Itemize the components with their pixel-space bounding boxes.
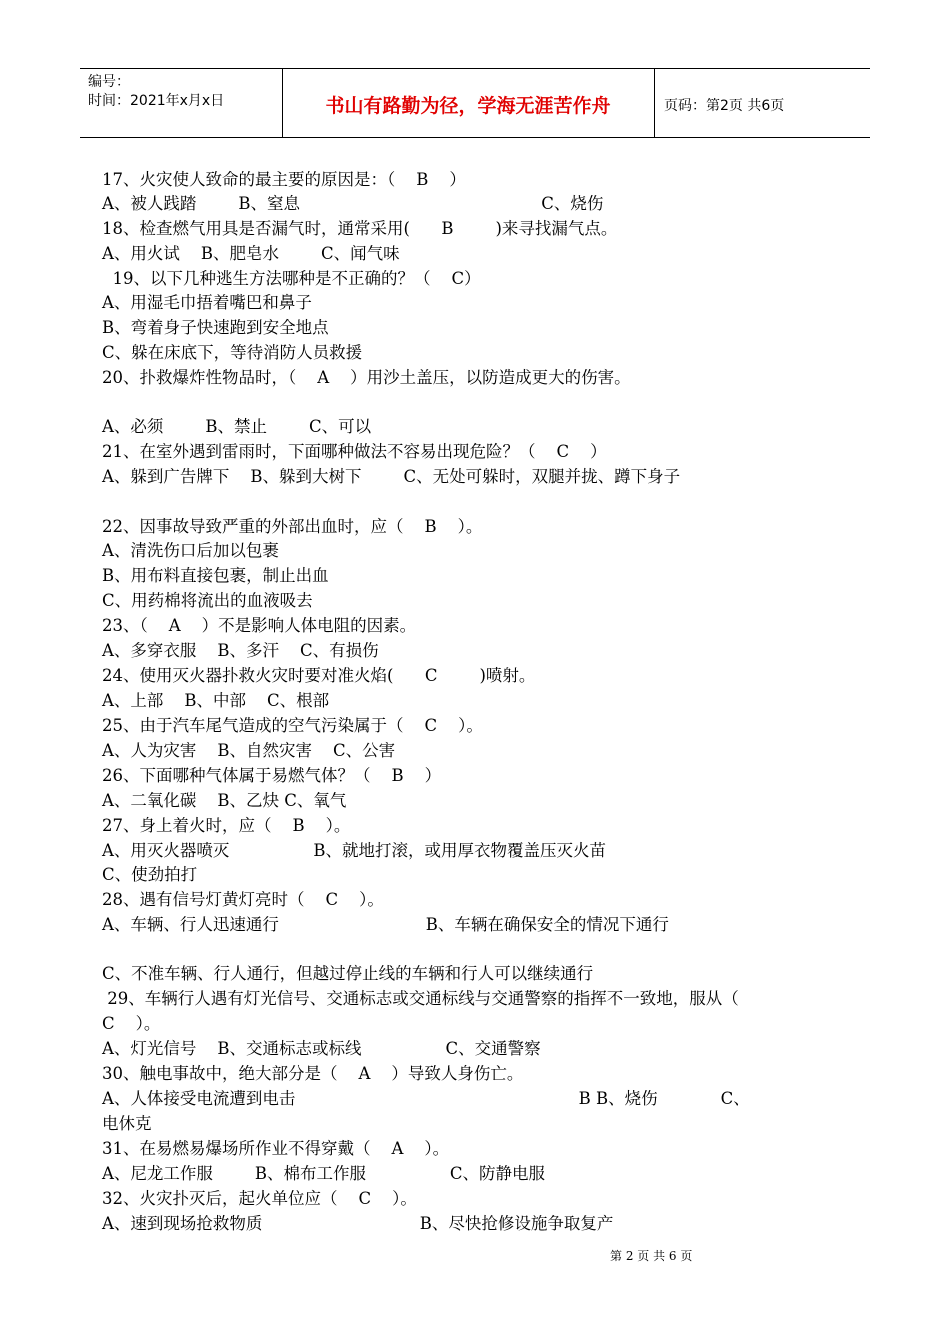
text-line: A、二氧化碳 B、乙炔 C、氧气: [102, 791, 347, 810]
text-line: 29、车辆行人遇有灯光信号、交通标志或交通标线与交通警察的指挥不一致地，服从（: [102, 989, 739, 1008]
text-line: A、速到现场抢救物质 B、尽快抢修设施争取复产: [102, 1214, 614, 1233]
text-line: A、躲到广告牌下 B、躲到大树下 C、无处可躲时，双腿并拢、蹲下身子: [102, 467, 681, 486]
text-line: 17、火灾使人致命的最主要的原因是：（ B ）: [102, 170, 466, 189]
text-line: 30、触电事故中，绝大部分是（ A ）导致人身伤亡。: [102, 1064, 524, 1083]
date-label: 时间：2021年x月x日: [88, 93, 225, 109]
text-line: A、清洗伤口后加以包裹: [102, 541, 279, 560]
text-line: C、用药棉将流出的血液吸去: [102, 591, 313, 610]
text-line: A、人为灾害 B、自然灾害 C、公害: [102, 741, 396, 760]
text-line: A、人体接受电流遭到电击 B B、烧伤 C、: [102, 1089, 750, 1108]
text-line: A、用灭火器喷灭 B、就地打滚，或用厚衣物覆盖压灭火苗: [102, 841, 606, 860]
page-header: [80, 68, 870, 138]
text-line: 26、下面哪种气体属于易燃气体？（ B ）: [102, 766, 442, 785]
text-line: A、尼龙工作服 B、棉布工作服 C、防静电服: [102, 1164, 546, 1183]
text-line: B、弯着身子快速跑到安全地点: [102, 318, 329, 337]
text-line: A、被人践踏 B、窒息 C、烧伤: [102, 194, 604, 213]
text-line: 19、以下几种逃生方法哪种是不正确的？（ C）: [102, 269, 481, 288]
header-motto: 书山有路勤为径，学海无涯苦作舟: [325, 95, 611, 117]
text-line: A、必须 B、禁止 C、可以: [102, 417, 372, 436]
text-line: A、用湿毛巾捂着嘴巴和鼻子: [102, 293, 312, 312]
text-line: 21、在室外遇到雷雨时，下面哪种做法不容易出现危险？（ C ）: [102, 442, 607, 461]
header-page-info: 页码：第2页 共6页: [664, 98, 785, 114]
page-footer: 第 2 页 共 6 页: [610, 1249, 693, 1263]
text-line: 电休克: [102, 1114, 152, 1133]
text-line: 25、由于汽车尾气造成的空气污染属于（ C ）。: [102, 716, 483, 735]
text-line: 20、扑救爆炸性物品时，（ A ）用沙土盖压，以防造成更大的伤害。: [102, 368, 631, 387]
text-line: 22、因事故导致严重的外部出血时，应（ B ）。: [102, 517, 483, 536]
text-line: C、不准车辆、行人通行，但越过停止线的车辆和行人可以继续通行: [102, 964, 594, 983]
text-line: C、使劲拍打: [102, 865, 198, 884]
text-line: 24、使用灭火器扑救火灾时要对准火焰( C )喷射。: [102, 666, 536, 685]
text-line: A、上部 B、中部 C、根部: [102, 691, 330, 710]
text-line: 31、在易燃易爆场所作业不得穿戴（ A ）。: [102, 1139, 450, 1158]
header-meta: [88, 73, 224, 111]
text-line: C ）。: [102, 1014, 161, 1033]
text-line: 23、（ A ）不是影响人体电阻的因素。: [102, 616, 417, 635]
text-line: 32、火灾扑灭后，起火单位应（ C ）。: [102, 1189, 417, 1208]
text-line: A、灯光信号 B、交通标志或标线 C、交通警察: [102, 1039, 541, 1058]
header-divider: [654, 69, 655, 137]
text-line: 18、检查燃气用具是否漏气时，通常采用( B )来寻找漏气点。: [102, 219, 618, 238]
text-line: C、躲在床底下，等待消防人员救援: [102, 343, 363, 362]
text-line: A、多穿衣服 B、多汗 C、有损伤: [102, 641, 379, 660]
text-line: A、用火试 B、肥皂水 C、闻气味: [102, 244, 400, 263]
text-line: 27、身上着火时，应（ B ）。: [102, 816, 351, 835]
text-line: B、用布料直接包裹，制止出血: [102, 566, 329, 585]
number-label: 编号：: [88, 74, 130, 90]
text-line: 28、遇有信号灯黄灯亮时（ C ）。: [102, 890, 384, 909]
text-line: A、车辆、行人迅速通行 B、车辆在确保安全的情况下通行: [102, 915, 669, 934]
